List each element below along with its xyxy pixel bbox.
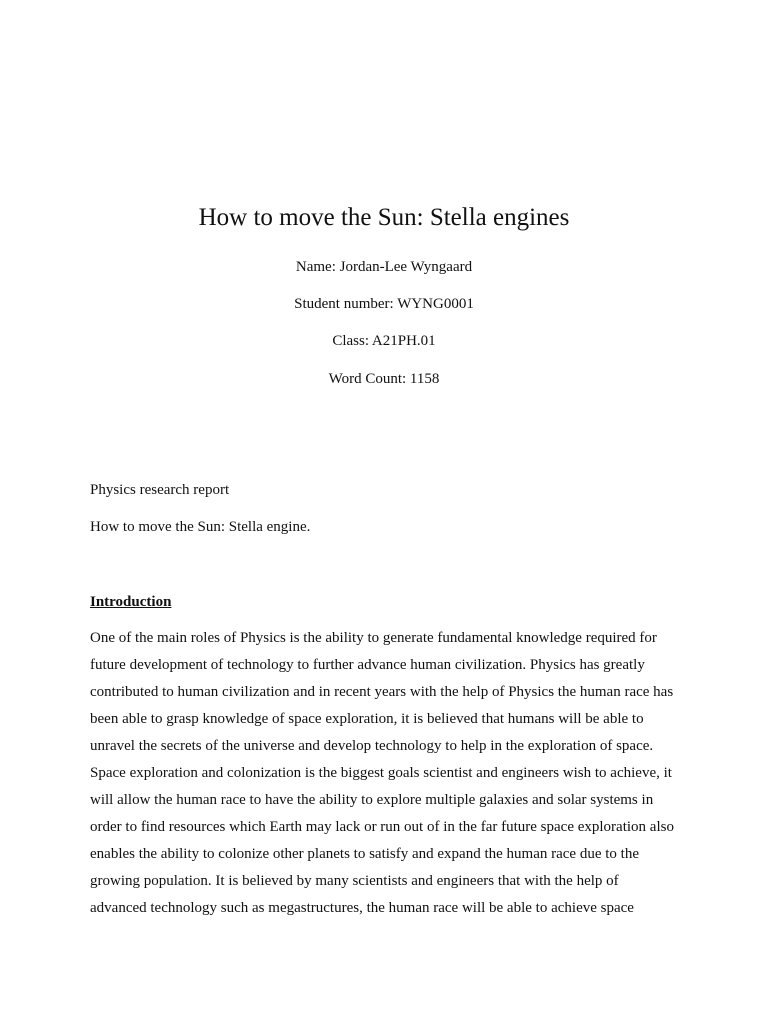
report-type: Physics research report — [90, 482, 230, 498]
section-heading-introduction: Introduction — [90, 594, 172, 610]
introduction-paragraph — [90, 628, 682, 925]
paragraph-line: contributed to human civilization and in recent years with the help of Physics the human race has — [90, 684, 674, 700]
report-title: How to move the Sun: Stella engine. — [90, 519, 311, 535]
student-number: Student number: WYNG0001 — [294, 296, 474, 312]
word-count: Word Count: 1158 — [328, 371, 440, 387]
paragraph-line: One of the main roles of Physics is the ability to generate fundamental knowledge required for — [90, 630, 657, 646]
paragraph-line: future development of technology to further advance human civilization. Physics has greatly — [90, 657, 645, 673]
author-name: Name: Jordan-Lee Wyngaard — [295, 259, 473, 275]
paragraph-line: will allow the human race to have the ability to explore multiple galaxies and solar systems in — [90, 792, 654, 808]
paragraph-line: unravel the secrets of the universe and develop technology to help in the exploration of space. — [90, 738, 654, 754]
paragraph-line: growing population. It is believed by many scientists and engineers that with the help of — [90, 873, 619, 889]
paragraph-line: order to find resources which Earth may lack or run out of in the far future space exploration also — [90, 819, 674, 835]
paragraph-line: Space exploration and colonization is the biggest goals scientist and engineers wish to achieve, it — [90, 765, 672, 781]
paragraph-line: enables the ability to colonize other planets to satisfy and expand the human race due to the — [90, 846, 639, 862]
document-title: How to move the Sun: Stella engines — [198, 204, 570, 231]
paragraph-line: advanced technology such as megastructures, the human race will be able to achieve space — [90, 900, 634, 916]
paragraph-line: been able to grasp knowledge of space exploration, it is believed that humans will be able to — [90, 711, 644, 727]
class-code: Class: A21PH.01 — [332, 333, 436, 349]
